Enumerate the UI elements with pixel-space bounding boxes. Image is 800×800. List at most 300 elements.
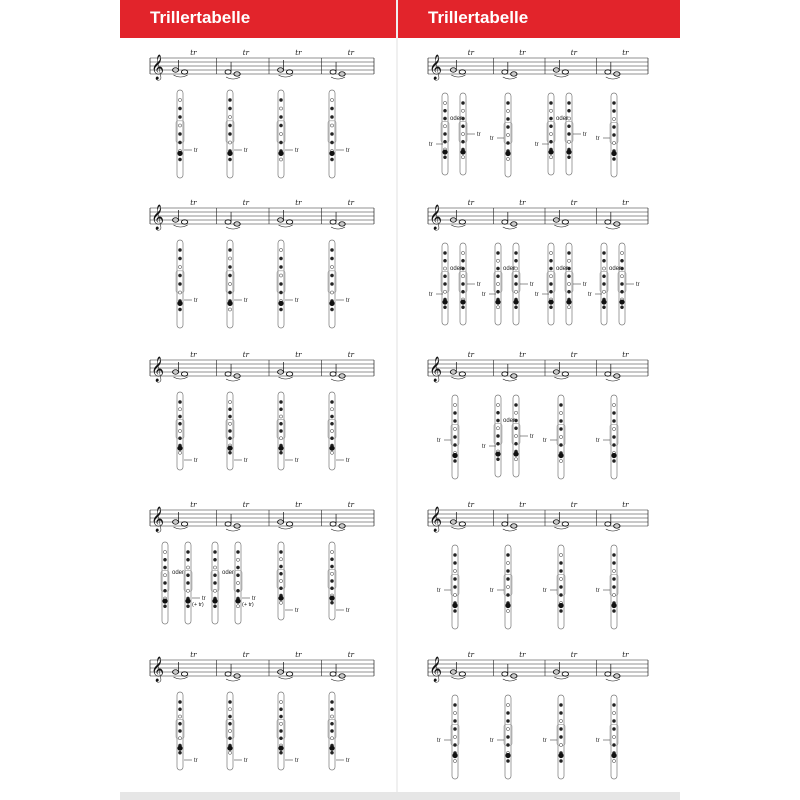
- tone-hole: [178, 282, 181, 285]
- trill-key-label: tr: [535, 292, 539, 298]
- trill-key-pointer: [535, 292, 549, 298]
- tone-hole: [236, 589, 239, 592]
- slur: [606, 227, 620, 229]
- trill-key-label: tr: [194, 458, 198, 464]
- alternative-label: oder: [503, 418, 516, 424]
- fingering-diagram: [176, 240, 184, 328]
- tone-hole: [453, 411, 456, 414]
- tone-hole: [178, 715, 181, 718]
- tone-hole: [496, 267, 499, 270]
- slur: [226, 379, 240, 381]
- tone-hole: [612, 561, 615, 564]
- tone-hole: [228, 141, 231, 144]
- tone-hole: [279, 291, 282, 294]
- trill-key-label: tr: [530, 434, 534, 440]
- tone-hole: [330, 308, 333, 311]
- trill-key-pointer: [573, 132, 587, 138]
- fingering-diagram: [565, 93, 573, 175]
- trill-key-label: tr: [477, 132, 481, 138]
- tone-hole: [279, 601, 282, 604]
- tone-hole: [279, 274, 282, 277]
- trill-mark: tr: [519, 651, 526, 659]
- tone-hole: [330, 437, 333, 440]
- tone-hole: [612, 735, 615, 738]
- tone-hole: [612, 427, 615, 430]
- tone-hole: [163, 581, 166, 584]
- fingering-diagram: [547, 243, 555, 325]
- trill-key: [329, 151, 334, 156]
- trill-key-pointer: [184, 458, 198, 464]
- tone-hole: [178, 708, 181, 711]
- tone-hole: [279, 141, 282, 144]
- trill-key-label: tr: [490, 136, 494, 142]
- fingering-diagram: [547, 93, 555, 175]
- tone-hole: [559, 435, 562, 438]
- tone-hole: [549, 117, 552, 120]
- tone-hole: [506, 133, 509, 136]
- note-head: [502, 372, 508, 376]
- trill-key: [278, 746, 283, 751]
- trill-mark: tr: [467, 49, 474, 57]
- fingering-diagram: [161, 542, 169, 624]
- tone-hole: [453, 593, 456, 596]
- trill-key: [558, 603, 563, 608]
- trill-key-label: tr: [636, 282, 640, 288]
- trill-key-label: tr: [244, 758, 248, 764]
- tone-hole: [612, 719, 615, 722]
- trill-mark: tr: [295, 651, 302, 659]
- music-staff: [428, 651, 648, 682]
- tone-hole: [453, 435, 456, 438]
- tone-hole: [330, 158, 333, 161]
- trill-key-pointer: [336, 758, 350, 764]
- tone-hole: [549, 156, 552, 159]
- trill-key-label: tr: [437, 438, 441, 444]
- tone-hole: [330, 415, 333, 418]
- trill-mark: tr: [467, 501, 474, 509]
- tone-hole: [612, 759, 615, 762]
- tone-hole: [453, 443, 456, 446]
- tone-hole: [602, 259, 605, 262]
- tone-hole: [549, 109, 552, 112]
- bottom-strip: [120, 792, 680, 800]
- trill-key: [227, 746, 232, 751]
- trill-key-label: tr: [583, 132, 587, 138]
- tone-hole: [330, 429, 333, 432]
- tone-hole: [453, 703, 456, 706]
- trill-mark: tr: [242, 199, 249, 207]
- tone-hole: [279, 737, 282, 740]
- trill-key-pointer: [429, 142, 443, 148]
- trill-key: [329, 596, 334, 601]
- tone-hole: [559, 419, 562, 422]
- tone-hole: [213, 574, 216, 577]
- tone-hole: [559, 403, 562, 406]
- trill-mark: tr: [347, 351, 354, 359]
- tone-hole: [236, 566, 239, 569]
- trill-mark: tr: [190, 651, 197, 659]
- trill-key: [611, 753, 616, 758]
- trill-paren-label: (+ tr): [192, 602, 204, 608]
- trill-key: [548, 149, 553, 154]
- trill-key: [460, 299, 465, 304]
- tone-hole: [228, 408, 231, 411]
- tone-hole: [279, 400, 282, 403]
- note-head: [330, 220, 336, 224]
- tone-hole: [279, 248, 282, 251]
- trill-key-pointer: [437, 588, 451, 594]
- note-head: [459, 672, 465, 676]
- tone-hole: [178, 415, 181, 418]
- fingering-diagram: [176, 692, 184, 770]
- treble-clef: 𝄞: [429, 205, 443, 230]
- trill-key-label: tr: [596, 136, 600, 142]
- tone-hole: [506, 109, 509, 112]
- tone-hole: [559, 585, 562, 588]
- tone-hole: [279, 265, 282, 268]
- treble-clef: 𝄞: [429, 357, 443, 382]
- tone-hole: [228, 700, 231, 703]
- tone-hole: [443, 117, 446, 120]
- trill-key: [212, 598, 217, 603]
- tone-hole: [330, 751, 333, 754]
- tone-hole: [330, 572, 333, 575]
- tone-hole: [178, 437, 181, 440]
- trill-mark: tr: [570, 651, 577, 659]
- trill-key-pointer: [336, 298, 350, 304]
- trill-key-pointer: [184, 148, 198, 154]
- trill-key: [495, 299, 500, 304]
- tone-hole: [496, 458, 499, 461]
- slur: [503, 227, 517, 229]
- tone-hole: [330, 257, 333, 260]
- trill-mark: tr: [242, 49, 249, 57]
- music-staff: [428, 199, 648, 230]
- fingering-diagram: [226, 692, 234, 770]
- tone-hole: [228, 737, 231, 740]
- note-head: [225, 220, 231, 224]
- trill-mark: tr: [190, 351, 197, 359]
- tone-hole: [612, 101, 615, 104]
- slur: [606, 379, 620, 381]
- trill-key-label: tr: [543, 588, 547, 594]
- tone-hole: [228, 400, 231, 403]
- fingering-diagram: [277, 542, 285, 620]
- tone-hole: [228, 124, 231, 127]
- fingering-diagram: [234, 542, 242, 624]
- trill-mark: tr: [570, 199, 577, 207]
- tone-hole: [567, 140, 570, 143]
- tone-hole: [279, 451, 282, 454]
- tone-hole: [453, 727, 456, 730]
- trill-mark: tr: [519, 351, 526, 359]
- tone-hole: [178, 274, 181, 277]
- alternative-label: oder: [556, 266, 569, 272]
- trill-key-pointer: [588, 292, 602, 298]
- tone-hole: [559, 759, 562, 762]
- trill-key: [442, 149, 447, 154]
- tone-hole: [228, 722, 231, 725]
- tone-hole: [279, 572, 282, 575]
- tone-hole: [213, 558, 216, 561]
- tone-hole: [236, 581, 239, 584]
- tone-hole: [461, 132, 464, 135]
- trill-key-label: tr: [346, 298, 350, 304]
- alternative-label: oder: [556, 116, 569, 122]
- tone-hole: [228, 115, 231, 118]
- trill-mark: tr: [622, 351, 629, 359]
- trill-key: [505, 151, 510, 156]
- slur: [279, 677, 293, 679]
- tone-hole: [549, 306, 552, 309]
- note-head: [605, 372, 611, 376]
- tone-hole: [330, 408, 333, 411]
- trill-key-pointer: [234, 298, 248, 304]
- trill-key-pointer: [285, 148, 299, 154]
- tone-hole: [506, 759, 509, 762]
- slur: [174, 75, 188, 77]
- treble-clef: 𝄞: [429, 507, 443, 532]
- tone-hole: [567, 290, 570, 293]
- note-head: [286, 70, 292, 74]
- note-head: [562, 672, 568, 676]
- trill-mark: tr: [347, 199, 354, 207]
- tone-hole: [506, 743, 509, 746]
- tone-hole: [496, 282, 499, 285]
- slur: [279, 377, 293, 379]
- trill-key-label: tr: [543, 738, 547, 744]
- tone-hole: [453, 609, 456, 612]
- trill-key: [177, 151, 182, 156]
- trill-mark: tr: [622, 199, 629, 207]
- tone-hole: [228, 437, 231, 440]
- tone-hole: [602, 290, 605, 293]
- fingering-diagram: [512, 395, 520, 477]
- tone-hole: [453, 403, 456, 406]
- tone-hole: [602, 282, 605, 285]
- trill-key-label: tr: [252, 596, 256, 602]
- note-head: [181, 220, 187, 224]
- tone-hole: [330, 729, 333, 732]
- tone-hole: [178, 107, 181, 110]
- note-head: [502, 522, 508, 526]
- tone-hole: [559, 561, 562, 564]
- treble-clef: 𝄞: [151, 657, 165, 682]
- music-staff: [428, 49, 648, 80]
- tone-hole: [559, 593, 562, 596]
- trill-key: [329, 746, 334, 751]
- tone-hole: [612, 133, 615, 136]
- tone-hole: [549, 251, 552, 254]
- tone-hole: [228, 265, 231, 268]
- note-head: [181, 70, 187, 74]
- tone-hole: [228, 248, 231, 251]
- note-head: [605, 522, 611, 526]
- tone-hole: [549, 275, 552, 278]
- tone-hole: [461, 140, 464, 143]
- slur: [503, 529, 517, 531]
- trill-mark: tr: [519, 501, 526, 509]
- tone-hole: [228, 132, 231, 135]
- tone-hole: [228, 715, 231, 718]
- trill-key-pointer: [429, 292, 443, 298]
- fingering-diagram: [226, 240, 234, 328]
- tone-hole: [178, 451, 181, 454]
- tone-hole: [496, 434, 499, 437]
- tone-hole: [453, 577, 456, 580]
- trill-mark: tr: [347, 49, 354, 57]
- tone-hole: [514, 275, 517, 278]
- tone-hole: [228, 422, 231, 425]
- tone-hole: [228, 107, 231, 110]
- tone-hole: [279, 107, 282, 110]
- tone-hole: [567, 156, 570, 159]
- tone-hole: [549, 101, 552, 104]
- tone-hole: [506, 719, 509, 722]
- tone-hole: [279, 158, 282, 161]
- tone-hole: [612, 553, 615, 556]
- tone-hole: [506, 117, 509, 120]
- right-page-title: Trillertabelle: [428, 8, 529, 27]
- trill-key-label: tr: [482, 444, 486, 450]
- slur: [451, 527, 465, 529]
- note-head: [562, 220, 568, 224]
- tone-hole: [330, 124, 333, 127]
- trill-key-label: tr: [477, 282, 481, 288]
- tone-hole: [236, 550, 239, 553]
- tone-hole: [330, 708, 333, 711]
- trill-mark: tr: [467, 651, 474, 659]
- tone-hole: [228, 751, 231, 754]
- tone-hole: [612, 109, 615, 112]
- trill-key: [278, 596, 283, 601]
- tone-hole: [178, 158, 181, 161]
- trill-key-label: tr: [437, 738, 441, 744]
- fingering-diagram: [328, 542, 336, 620]
- trill-key-label: tr: [202, 596, 206, 602]
- tone-hole: [330, 132, 333, 135]
- slur: [554, 75, 568, 77]
- tone-hole: [228, 274, 231, 277]
- note-head: [605, 220, 611, 224]
- tone-hole: [178, 308, 181, 311]
- note-head: [502, 220, 508, 224]
- tone-hole: [461, 290, 464, 293]
- trill-key-label: tr: [346, 758, 350, 764]
- tone-hole: [453, 427, 456, 430]
- trill-mark: tr: [190, 199, 197, 207]
- tone-hole: [228, 429, 231, 432]
- tone-hole: [330, 722, 333, 725]
- tone-hole: [506, 711, 509, 714]
- trill-key-pointer: [184, 758, 198, 764]
- music-staff: [428, 501, 648, 532]
- tone-hole: [228, 451, 231, 454]
- fingering-diagram: [176, 90, 184, 178]
- slur: [554, 677, 568, 679]
- fingering-diagram: [504, 545, 512, 629]
- music-staff: [150, 651, 374, 682]
- tone-hole: [279, 587, 282, 590]
- tone-hole: [559, 711, 562, 714]
- trill-key: [442, 299, 447, 304]
- note-head: [459, 372, 465, 376]
- tone-hole: [506, 561, 509, 564]
- trill-mark: tr: [347, 501, 354, 509]
- tone-hole: [186, 566, 189, 569]
- fingering-diagram: [600, 243, 608, 325]
- tone-hole: [330, 558, 333, 561]
- trill-key-label: tr: [583, 282, 587, 288]
- tone-hole: [567, 282, 570, 285]
- tone-hole: [330, 422, 333, 425]
- note-head: [225, 522, 231, 526]
- tone-hole: [330, 274, 333, 277]
- tone-hole: [549, 290, 552, 293]
- tone-hole: [228, 98, 231, 101]
- tone-hole: [178, 132, 181, 135]
- trill-mark: tr: [570, 351, 577, 359]
- tone-hole: [443, 251, 446, 254]
- tone-hole: [602, 251, 605, 254]
- note-head: [562, 372, 568, 376]
- tone-hole: [163, 589, 166, 592]
- fingering-diagram: [328, 692, 336, 770]
- fingering-diagram: [328, 392, 336, 470]
- tone-hole: [443, 267, 446, 270]
- tone-hole: [559, 703, 562, 706]
- tone-hole: [612, 577, 615, 580]
- slur: [174, 527, 188, 529]
- right-page: [398, 0, 680, 800]
- tone-hole: [228, 257, 231, 260]
- treble-clef: 𝄞: [429, 55, 443, 80]
- tone-hole: [612, 125, 615, 128]
- trill-mark: tr: [622, 501, 629, 509]
- fingering-diagram: [610, 395, 618, 479]
- tone-hole: [461, 259, 464, 262]
- tone-hole: [443, 101, 446, 104]
- trill-key-pointer: [184, 298, 198, 304]
- fingering-diagram: [494, 395, 502, 477]
- trill-key: [566, 299, 571, 304]
- tone-hole: [163, 605, 166, 608]
- tone-hole: [567, 259, 570, 262]
- tone-hole: [514, 442, 517, 445]
- slur: [503, 379, 517, 381]
- tone-hole: [453, 459, 456, 462]
- tone-hole: [228, 708, 231, 711]
- trill-key-pointer: [535, 142, 549, 148]
- trill-key-label: tr: [429, 142, 433, 148]
- slur: [279, 75, 293, 77]
- tone-hole: [559, 719, 562, 722]
- trill-key: [235, 598, 240, 603]
- fingering-diagram: [328, 240, 336, 328]
- fingering-diagram: [610, 695, 618, 779]
- tone-hole: [514, 290, 517, 293]
- tone-hole: [506, 735, 509, 738]
- treble-clef: 𝄞: [151, 507, 165, 532]
- tone-hole: [178, 751, 181, 754]
- fingering-diagram: [557, 395, 565, 479]
- trill-key-pointer: [543, 438, 557, 444]
- tone-hole: [567, 109, 570, 112]
- trill-key: [611, 453, 616, 458]
- tone-hole: [279, 579, 282, 582]
- tone-hole: [330, 737, 333, 740]
- trill-key: [227, 446, 232, 451]
